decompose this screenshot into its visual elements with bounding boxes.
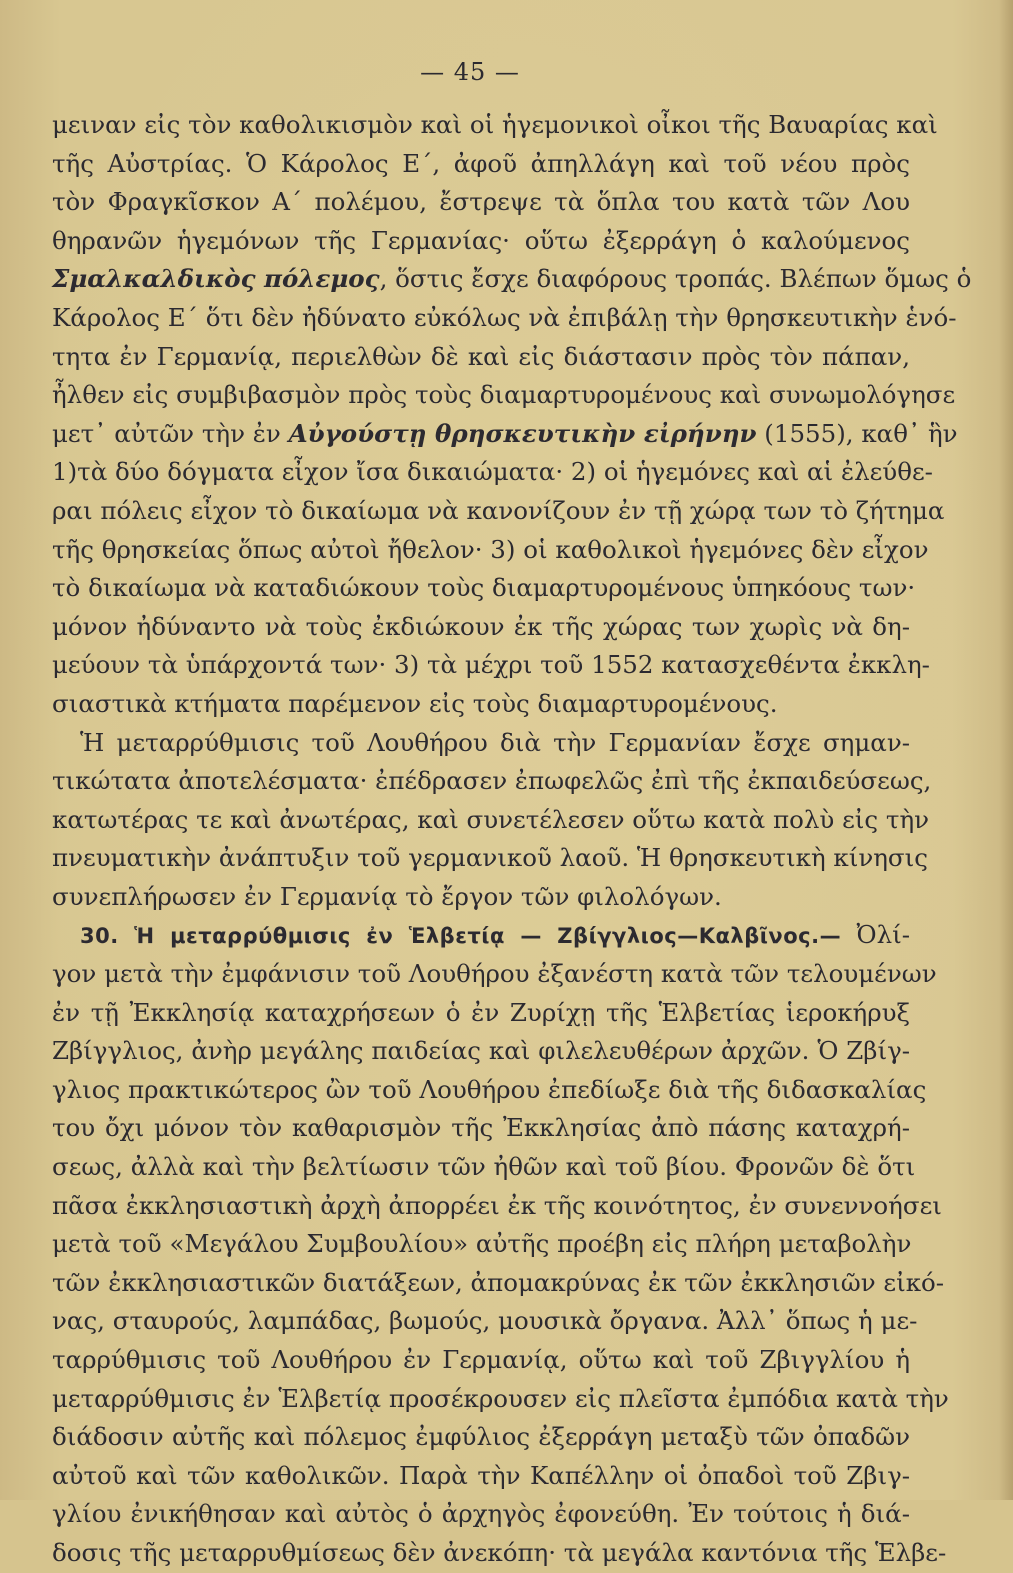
text-line: πνευματικὴν ἀνάπτυξιν τοῦ γερμανικοῦ λαοῦ. Ἡ θρησκευτικὴ κίνησις [52,843,928,873]
text-line: τητα ἐν Γερμανίᾳ, περιελθὼν δὲ καὶ εἰς διάστασιν πρὸς τὸν πάπαν, [52,341,910,371]
text-line: μεταρρύθμισις ἐν Ἑλβετίᾳ προσέκρουσεν εἰς πλεῖστα ἐμπόδια κατὰ τὴν [52,1383,949,1413]
text-line: ἐν τῇ Ἐκκλησίᾳ καταχρήσεων ὁ ἐν Ζυρίχῃ τῆς Ἑλβετίας ἱεροκήρυξ [52,997,910,1027]
section-heading-line: 30. Ἡ μεταρρύθμισις ἐν Ἑλβετίᾳ — Ζβίγγλιος—Καλβῖνος.— Ὀλί- [80,920,910,950]
text-line: τῶν ἐκκλησιαστικῶν διατάξεων, ἀπομακρύνας ἐκ τῶν ἐκκλησιῶν εἰκό- [52,1267,945,1297]
text-line: Σμαλκαλδικὸς πόλεμος, ὅστις ἔσχε διαφόρους τροπάς. Βλέπων ὅμως ὁ [52,264,972,294]
emphasis-term: Αὐγούστῃ θρησκευτικὴν εἰρήνην [288,418,757,448]
text-line: ἦλθεν εἰς συμβιβασμὸν πρὸς τοὺς διαμαρτυρομένους καὶ συνωμολόγησε [52,380,956,410]
page-number: — 45 — [420,58,520,86]
emphasis-term: Σμαλκαλδικὸς πόλεμος [52,264,380,294]
text-line: σιαστικὰ κτήματα παρέμενον εἰς τοὺς διαμαρτυρομένους. [52,688,778,718]
text-line: σεως, ἀλλὰ καὶ τὴν βελτίωσιν τῶν ἠθῶν καὶ τοῦ βίου. Φρονῶν δὲ ὅτι [52,1152,916,1182]
text-line: μόνον ἠδύναντο νὰ τοὺς ἐκδιώκουν ἐκ τῆς χώρας των χωρὶς νὰ δη- [52,611,910,641]
text-line: πᾶσα ἐκκλησιαστικὴ ἀρχὴ ἀπορρέει ἐκ τῆς κοινότητος, ἐν συνεννοήσει [52,1190,942,1220]
text-line: θηρανῶν ἡγεμόνων τῆς Γερμανίας· οὕτω ἐξερράγη ὁ καλούμενος [52,225,910,255]
text-line: γον μετὰ τὴν ἐμφάνισιν τοῦ Λουθήρου ἐξανέστη κατὰ τῶν τελουμένων [52,959,937,989]
text-line: δοσις τῆς μεταρρυθμίσεως δὲν ἀνεκόπη· τὰ μεγάλα καντόνια τῆς Ἑλβε- [52,1537,947,1567]
text-line: τὸ δικαίωμα νὰ καταδιώκουν τοὺς διαμαρτυρομένους ὑπηκόους των· [52,573,916,603]
text-line: ραι πόλεις εἶχον τὸ δικαίωμα νὰ κανονίζουν ἐν τῇ χώρᾳ των τὸ ζήτημα [52,495,945,525]
text-line: μειναν εἰς τὸν καθολικισμὸν καὶ οἱ ἡγεμονικοὶ οἶκοι τῆς Βαυαρίας καὶ [52,110,938,139]
text-line: γλιος πρακτικώτερος ὢν τοῦ Λουθήρου ἐπεδίωξε διὰ τῆς διδασκαλίας [52,1074,927,1104]
text-line: μετ᾿ αὐτῶν τὴν ἐν Αὐγούστῃ θρησκευτικὴν εἰρήνην (1555), καθ᾿ ἣν [52,418,958,448]
page-edge-shadow [999,0,1013,1500]
text-line: μεύουν τὰ ὑπάρχοντά των· 3) τὰ μέχρι τοῦ 1552 κατασχεθέντα ἐκκλη- [52,650,930,680]
text-line: κατωτέρας τε καὶ ἀνωτέρας, καὶ συνετέλεσεν οὕτω κατὰ πολὺ εἰς τὴν [52,804,930,834]
text-line: ταρρύθμισις τοῦ Λουθήρου ἐν Γερμανίᾳ, οὕτω καὶ τοῦ Ζβιγγλίου ἡ [52,1345,910,1374]
text-line: τῆς Αὐστρίας. Ὁ Κάρολος Ε΄, ἀφοῦ ἀπηλλάγη καὶ τοῦ νέου πρὸς [52,148,910,178]
body-text [52,106,972,1573]
section-heading: 30. Ἡ μεταρρύθμισις ἐν Ἑλβετίᾳ — Ζβίγγλιος—Καλβῖνος.— [80,924,842,949]
text-line: Ἡ μεταρρύθμισις τοῦ Λουθήρου διὰ τὴν Γερμανίαν ἔσχε σημαν- [80,727,910,757]
text-line: τικώτατα ἀποτελέσματα· ἐπέδρασεν ἐπωφελῶς ἐπὶ τῆς ἐκπαιδεύσεως, [52,766,932,796]
text-line: μετὰ τοῦ «Μεγάλου Συμβουλίου» αὐτῆς προέβη εἰς πλήρη μεταβολὴν [52,1229,912,1259]
text-line: τὸν Φραγκῖσκον Α΄ πολέμου, ἔστρεψε τὰ ὅπλα του κατὰ τῶν Λου [52,187,910,217]
text-line: του ὄχι μόνον τὸν καθαρισμὸν τῆς Ἐκκλησίας ἀπὸ πάσης καταχρή- [52,1113,910,1143]
text-line: γλίου ἐνικήθησαν καὶ αὐτὸς ὁ ἀρχηγὸς ἐφονεύθη. Ἐν τούτοις ἡ διά- [52,1499,910,1529]
text-line: 1)τὰ δύο δόγματα εἶχον ἴσα δικαιώματα· 2) οἱ ἡγεμόνες καὶ αἱ ἐλεύθε- [52,457,933,487]
text-line: αὐτοῦ καὶ τῶν καθολικῶν. Παρὰ τὴν Καπέλλην οἱ ὀπαδοὶ τοῦ Ζβιγ- [52,1460,910,1490]
text-line: Κάρολος Ε΄ ὅτι δὲν ἠδύνατο εὐκόλως νὰ ἐπιβάλῃ τὴν θρησκευτικὴν ἑνό- [52,302,957,332]
text-line: νας, σταυρούς, λαμπάδας, βωμούς, μουσικὰ ὄργανα. Ἀλλ᾿ ὅπως ἡ με- [52,1306,918,1336]
text-line: Ζβίγγλιος, ἀνὴρ μεγάλης παιδείας καὶ φιλελευθέρων ἀρχῶν. Ὁ Ζβίγ- [52,1036,910,1066]
text-line: διάδοσιν αὐτῆς καὶ πόλεμος ἐμφύλιος ἐξερράγη μεταξὺ τῶν ὀπαδῶν [52,1422,910,1452]
text-line: συνεπλήρωσεν ἐν Γερμανίᾳ τὸ ἔργον τῶν φιλολόγων. [52,881,722,911]
text-line: τῆς θρησκείας ὅπως αὐτοὶ ἤθελον· 3) οἱ καθολικοὶ ἡγεμόνες δὲν εἶχον [52,534,929,564]
